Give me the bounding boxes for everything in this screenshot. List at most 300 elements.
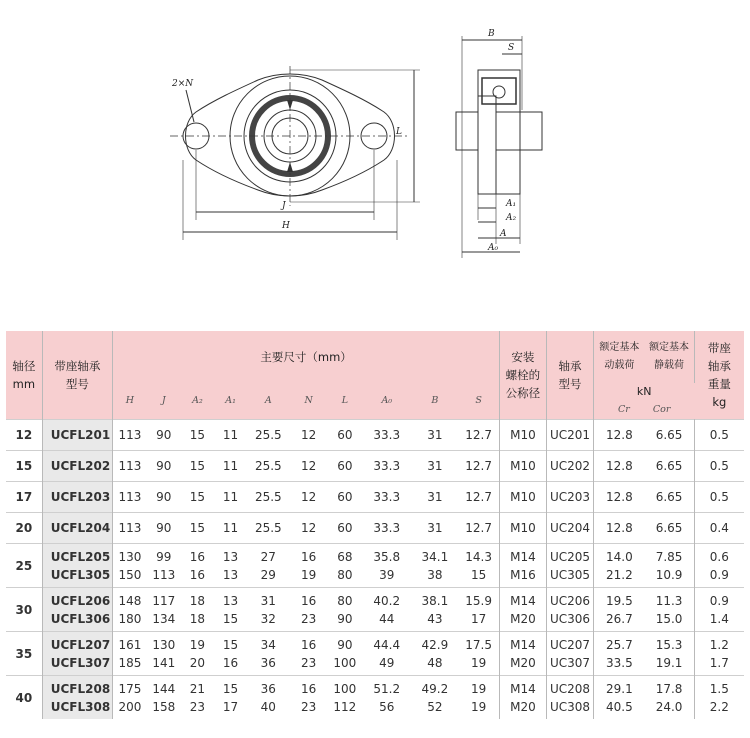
spec-table	[6, 331, 744, 719]
model-number	[42, 588, 112, 632]
table-cell	[214, 632, 247, 676]
cell-value: 158	[152, 699, 176, 714]
header-bolt	[500, 331, 547, 420]
cell-value: 18	[189, 593, 206, 608]
cell-value: 11	[222, 428, 239, 442]
table-cell	[113, 482, 147, 513]
cell-value: M14	[510, 681, 536, 696]
header-bearing	[546, 331, 594, 420]
model-number	[42, 544, 112, 588]
cell-value: 0.5	[709, 428, 729, 442]
table-cell	[214, 513, 247, 544]
cell-value: 12.8	[606, 428, 633, 442]
model-number	[42, 482, 112, 513]
table-row	[6, 513, 744, 544]
label-a2: A₂	[506, 213, 517, 223]
header-model-line1: 带座轴承	[54, 359, 101, 373]
cell-value: 19	[301, 567, 317, 582]
table-cell	[147, 420, 181, 451]
header-model-line2: 型号	[65, 377, 89, 391]
cell-value: 34	[260, 637, 276, 652]
cell-value: 38.1	[421, 593, 449, 608]
table-cell	[247, 451, 289, 482]
table-cell	[500, 420, 547, 451]
table-row	[6, 420, 744, 451]
cell-value: 31	[427, 428, 443, 442]
cell-value: M14	[510, 637, 536, 652]
header-bolt-line2: 螺栓的	[505, 368, 541, 382]
cell-value: 134	[152, 611, 176, 626]
cell-value: UC306	[549, 611, 591, 626]
table-cell	[594, 482, 645, 513]
cell-value: 51.2	[373, 681, 401, 696]
cell-value: 38	[427, 567, 443, 582]
cell-value: 17	[471, 611, 487, 626]
table-cell	[362, 632, 412, 676]
table-cell	[644, 482, 694, 513]
cell-value: 42.9	[421, 637, 449, 652]
table-cell	[362, 482, 412, 513]
table-cell	[290, 632, 328, 676]
shaft-diameter: 17	[6, 482, 42, 513]
cell-value: 12.8	[606, 490, 633, 504]
table-cell	[214, 420, 247, 451]
cell-value: 17.5	[465, 637, 492, 652]
table-row	[6, 588, 744, 632]
cell-value: 44	[379, 611, 395, 626]
dim-symbol-a0: A₀	[362, 383, 412, 420]
table-cell	[247, 544, 289, 588]
cell-value: 148	[118, 593, 142, 608]
cell-value: 90	[337, 611, 353, 626]
model-number	[42, 676, 112, 720]
cell-value: M14	[510, 549, 536, 564]
cell-value: 36	[260, 681, 276, 696]
header-weight	[694, 331, 744, 420]
table-cell	[644, 420, 694, 451]
table-cell	[247, 482, 289, 513]
cell-value: 33.3	[373, 428, 401, 442]
cell-value: UC307	[549, 655, 591, 670]
cell-value: M10	[510, 521, 536, 535]
cell-value: 43	[427, 611, 443, 626]
table-cell	[181, 632, 214, 676]
header-shaft-unit: mm	[12, 377, 36, 391]
cell-value: 99	[156, 549, 172, 564]
header-stat-line1: 额定基本	[649, 342, 690, 353]
cell-value: M20	[510, 699, 536, 714]
cell-value: 12.8	[606, 521, 633, 535]
header-dyn-line2: 动载荷	[604, 360, 635, 371]
cell-value: 161	[118, 637, 142, 652]
cell-value: 16	[301, 637, 317, 652]
table-cell	[290, 482, 328, 513]
table-cell	[247, 420, 289, 451]
cell-value: 14.3	[465, 549, 492, 564]
table-cell	[458, 544, 499, 588]
cell-value: 23	[301, 611, 317, 626]
cell-value: 34.1	[421, 549, 449, 564]
table-cell	[546, 451, 594, 482]
cell-value: 33.3	[373, 521, 401, 535]
table-cell	[644, 588, 694, 632]
cell-value: 18	[189, 611, 206, 626]
table-cell	[546, 632, 594, 676]
cell-value: 20	[189, 655, 206, 670]
cell-value: UCFL207	[50, 637, 111, 652]
cell-value: 90	[156, 521, 172, 535]
table-cell	[247, 513, 289, 544]
technical-drawing	[0, 0, 750, 300]
table-cell	[546, 544, 594, 588]
table-row	[6, 632, 744, 676]
cell-value: 1.5	[709, 681, 729, 696]
model-number	[42, 451, 112, 482]
label-a1: A₁	[506, 199, 517, 209]
table-cell	[113, 420, 147, 451]
cell-value: UC205	[549, 549, 591, 564]
cell-value: M20	[510, 611, 536, 626]
cell-value: 13	[222, 567, 239, 582]
header-static-load	[644, 331, 694, 383]
cell-value: 0.4	[709, 521, 729, 535]
header-dynamic-load	[594, 331, 645, 383]
cell-value: 56	[379, 699, 395, 714]
cell-value: 49	[379, 655, 395, 670]
cell-value: 12	[301, 521, 317, 535]
cell-value: M10	[510, 490, 536, 504]
table-cell	[594, 588, 645, 632]
table-cell	[147, 632, 181, 676]
cell-value: 36	[260, 655, 276, 670]
shaft-diameter: 12	[6, 420, 42, 451]
table-cell	[546, 676, 594, 720]
cell-value: 130	[118, 549, 142, 564]
table-cell	[594, 544, 645, 588]
cell-value: UCFL307	[50, 655, 111, 670]
cell-value: 15	[189, 521, 206, 535]
cell-value: 60	[337, 459, 353, 473]
cell-value: 0.5	[709, 490, 729, 504]
table-body	[6, 420, 744, 720]
cell-value: 15	[222, 611, 239, 626]
table-cell	[694, 544, 744, 588]
table-cell	[328, 588, 362, 632]
cell-value: 113	[118, 459, 142, 473]
header-bearing-line1: 轴承	[558, 359, 582, 373]
dim-symbol-n: N	[290, 383, 328, 420]
cell-value: UCFL202	[50, 459, 111, 473]
table-cell	[458, 451, 499, 482]
cell-value: 25.5	[254, 490, 282, 504]
dim-symbol-l: L	[328, 383, 362, 420]
cell-value: 31	[427, 459, 443, 473]
table-cell	[362, 676, 412, 720]
table-cell	[546, 420, 594, 451]
table-cell	[694, 632, 744, 676]
header-stat-line2: 静载荷	[654, 360, 685, 371]
table-cell	[290, 513, 328, 544]
table-cell	[113, 544, 147, 588]
cell-value: 11	[222, 459, 239, 473]
table-cell	[328, 482, 362, 513]
cell-value: M14	[510, 593, 536, 608]
table-cell	[181, 451, 214, 482]
cell-value: 11	[222, 521, 239, 535]
cell-value: 13	[222, 593, 239, 608]
cell-value: 12.8	[606, 459, 633, 473]
cell-value: 48	[427, 655, 443, 670]
header-main-dims: 主要尺寸（mm）	[113, 331, 500, 383]
table-cell	[181, 544, 214, 588]
table-cell	[412, 588, 459, 632]
table-cell	[694, 482, 744, 513]
table-cell	[412, 544, 459, 588]
label-a0: A₀	[488, 243, 499, 253]
header-bolt-line1: 安装	[511, 350, 535, 364]
cell-value: 6.65	[655, 490, 683, 504]
cell-value: 19.1	[655, 655, 683, 670]
cell-value: 1.2	[709, 637, 729, 652]
label-n: 2×N	[172, 79, 194, 89]
cell-value: 21	[189, 681, 206, 696]
cell-value: 60	[337, 490, 353, 504]
table-cell	[412, 420, 459, 451]
cell-value: 23	[301, 699, 317, 714]
cell-value: 15.9	[465, 593, 492, 608]
table-cell	[594, 451, 645, 482]
table-cell	[113, 676, 147, 720]
cell-value: 19	[471, 699, 487, 714]
cell-value: 16	[222, 655, 239, 670]
cell-value: 6.65	[655, 521, 683, 535]
cell-value: 16	[301, 549, 317, 564]
cell-value: UCFL305	[50, 567, 111, 582]
cell-value: UCFL205	[50, 549, 111, 564]
cell-value: UCFL204	[50, 521, 111, 535]
header-shaft	[6, 331, 42, 420]
shaft-diameter: 35	[6, 632, 42, 676]
label-b: B	[488, 29, 495, 39]
cell-value: 15	[222, 637, 239, 652]
table-cell	[181, 482, 214, 513]
cell-value: 60	[337, 428, 353, 442]
cell-value: 49.2	[421, 681, 449, 696]
cell-value: 12.7	[465, 490, 492, 504]
table-cell	[412, 482, 459, 513]
cell-value: 100	[333, 681, 357, 696]
cell-value: 25.5	[254, 428, 282, 442]
table-cell	[147, 676, 181, 720]
table-cell	[594, 632, 645, 676]
dim-symbol-h: H	[113, 383, 147, 420]
cell-value: 0.9	[709, 567, 729, 582]
table-cell	[694, 676, 744, 720]
table-cell	[290, 676, 328, 720]
header-load-symbols	[594, 383, 694, 420]
cell-value: 12.7	[465, 459, 492, 473]
cell-value: 16	[301, 593, 317, 608]
cell-value: 1.7	[709, 655, 729, 670]
cell-value: 26.7	[606, 611, 633, 626]
cell-value: 80	[337, 567, 353, 582]
cell-value: 7.85	[655, 549, 683, 564]
cell-value: 112	[333, 699, 357, 714]
table-cell	[458, 420, 499, 451]
cell-value: 16	[189, 549, 206, 564]
header-weight-line1: 带座	[707, 341, 731, 355]
table-cell	[694, 420, 744, 451]
cell-value: 10.9	[655, 567, 683, 582]
table-cell	[362, 513, 412, 544]
table-cell	[214, 544, 247, 588]
cell-value: 60	[337, 521, 353, 535]
cell-value: 19.5	[606, 593, 633, 608]
table-cell	[458, 676, 499, 720]
cell-value: UC305	[549, 567, 591, 582]
model-number	[42, 632, 112, 676]
table-cell	[546, 588, 594, 632]
dim-symbol-b: B	[412, 383, 459, 420]
cell-value: M10	[510, 428, 536, 442]
cell-value: 35.8	[373, 549, 401, 564]
table-cell	[328, 676, 362, 720]
cell-value: 185	[118, 655, 142, 670]
cell-value: 33.5	[606, 655, 633, 670]
table-cell	[113, 513, 147, 544]
table-cell	[214, 451, 247, 482]
table-cell	[247, 588, 289, 632]
table-cell	[113, 588, 147, 632]
cell-value: 113	[118, 428, 142, 442]
table-cell	[328, 544, 362, 588]
dim-symbol-a: A	[247, 383, 289, 420]
cell-value: 68	[337, 549, 353, 564]
table-row	[6, 451, 744, 482]
cell-value: 144	[152, 681, 176, 696]
table-cell	[458, 513, 499, 544]
cell-value: 29.1	[606, 681, 633, 696]
dim-symbol-j: J	[147, 383, 181, 420]
table-cell	[458, 588, 499, 632]
cell-value: 17	[222, 699, 239, 714]
cell-value: 90	[337, 637, 353, 652]
label-l: L	[396, 127, 402, 137]
cell-value: 90	[156, 428, 172, 442]
cell-value: 11	[222, 490, 239, 504]
cell-value: 15	[471, 567, 487, 582]
table-cell	[694, 513, 744, 544]
cell-value: 19	[471, 655, 487, 670]
cell-value: M16	[510, 567, 536, 582]
cell-value: UCFL306	[50, 611, 111, 626]
cell-value: 15	[222, 681, 239, 696]
cell-value: 180	[118, 611, 142, 626]
table-cell	[147, 544, 181, 588]
cell-value: 150	[118, 567, 142, 582]
table-cell	[644, 513, 694, 544]
table-cell	[500, 632, 547, 676]
table-cell	[500, 451, 547, 482]
table-row	[6, 544, 744, 588]
table-cell	[546, 482, 594, 513]
label-a: A	[500, 229, 507, 239]
cell-value: 52	[427, 699, 443, 714]
table-cell	[694, 451, 744, 482]
table-cell	[181, 676, 214, 720]
table-cell	[113, 632, 147, 676]
cell-value: UC208	[549, 681, 591, 696]
table-cell	[644, 544, 694, 588]
header-bearing-line2: 型号	[558, 377, 582, 391]
cell-value: 141	[152, 655, 176, 670]
cell-value: UCFL203	[50, 490, 111, 504]
cell-value: 13	[222, 549, 239, 564]
cell-value: 19	[189, 637, 206, 652]
cell-value: UC202	[549, 459, 591, 473]
header-weight-line2: 轴承	[707, 359, 731, 373]
cell-value: 0.9	[709, 593, 729, 608]
cell-value: 80	[337, 593, 353, 608]
cell-value: 44.4	[373, 637, 401, 652]
table-cell	[147, 482, 181, 513]
cell-value: 33.3	[373, 490, 401, 504]
table-cell	[147, 513, 181, 544]
header-dyn-line1: 额定基本	[599, 342, 640, 353]
dim-symbol-a2: A₂	[181, 383, 214, 420]
table-cell	[328, 513, 362, 544]
table-row	[6, 676, 744, 720]
cell-value: UCFL206	[50, 593, 111, 608]
table-cell	[214, 482, 247, 513]
cell-value: 16	[189, 567, 206, 582]
table-cell	[147, 451, 181, 482]
shaft-diameter: 25	[6, 544, 42, 588]
table-cell	[362, 420, 412, 451]
cell-value: 15	[189, 428, 206, 442]
label-h: H	[282, 221, 290, 231]
flange-side	[478, 96, 496, 194]
table-cell	[412, 513, 459, 544]
cell-value: UC201	[549, 428, 591, 442]
cell-value: 2.2	[709, 699, 729, 714]
cell-value: UC204	[549, 521, 591, 535]
table-cell	[181, 513, 214, 544]
table-cell	[500, 513, 547, 544]
cell-value: 40	[260, 699, 276, 714]
cell-value: 12.7	[465, 521, 492, 535]
cell-value: 117	[152, 593, 176, 608]
table-cell	[594, 513, 645, 544]
cell-value: 25.5	[254, 521, 282, 535]
cell-value: UC206	[549, 593, 591, 608]
table-cell	[412, 676, 459, 720]
cell-value: UCFL308	[50, 699, 111, 714]
cell-value: 200	[118, 699, 142, 714]
cell-value: 25.7	[606, 637, 633, 652]
table-cell	[458, 482, 499, 513]
cell-value: 40.2	[373, 593, 401, 608]
table-cell	[113, 451, 147, 482]
header-shaft-label: 轴径	[12, 359, 36, 373]
label-s: S	[508, 43, 515, 53]
table-cell	[412, 632, 459, 676]
cell-value: 15	[189, 459, 206, 473]
cell-value: 19	[471, 681, 487, 696]
shaft-diameter: 15	[6, 451, 42, 482]
cell-value: 0.5	[709, 459, 729, 473]
cell-value: 90	[156, 459, 172, 473]
